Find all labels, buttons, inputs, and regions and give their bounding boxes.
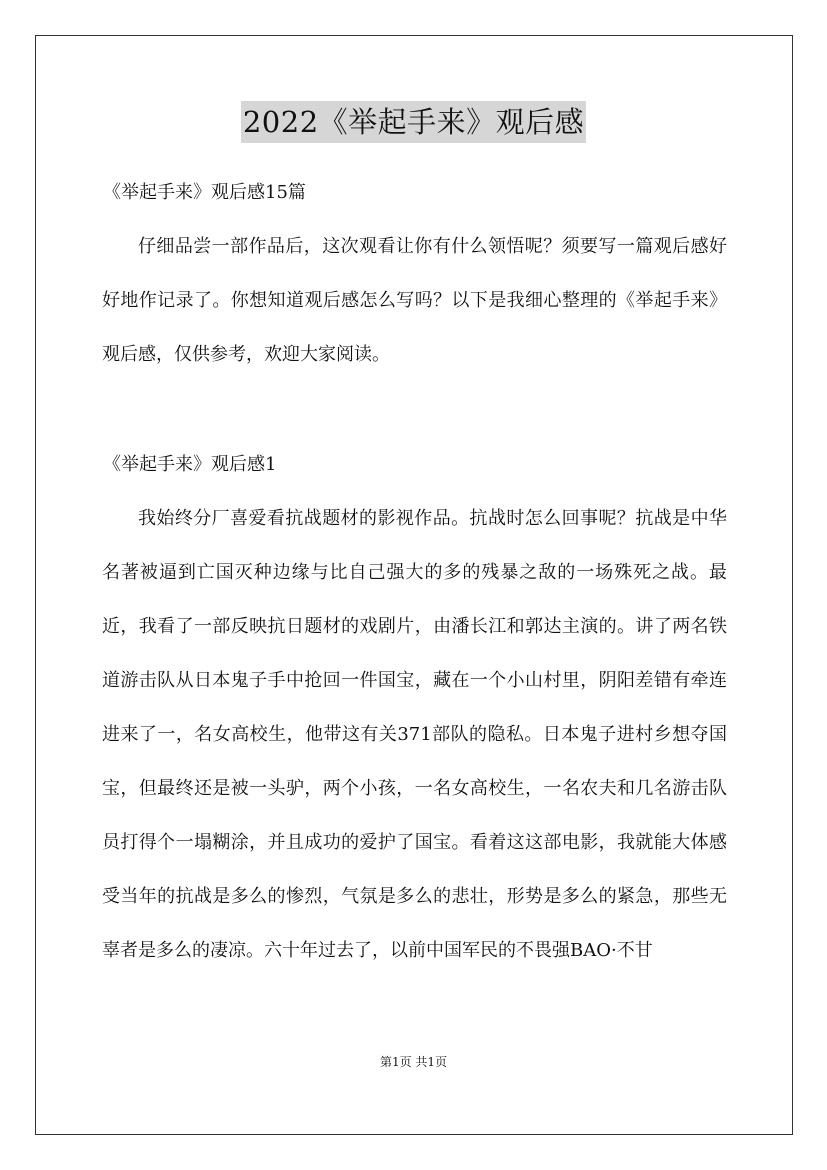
page-footer: 第1页 共1页 bbox=[379, 1055, 448, 1069]
intro-paragraph: 仔细品尝一部作品后，这次观看让你有什么领悟呢？须要写一篇观后感好好地作记录了。你想知道观后感怎么写吗？以下是我细心整理的《举起手来》观后感，仅供参考，欢迎大家阅读。 bbox=[102, 236, 727, 365]
title-container bbox=[0, 101, 827, 143]
body-paragraph: 我始终分厂喜爱看抗战题材的影视作品。抗战时怎么回事呢？抗战是中华名著被逼到亡国灭种边缘与比自己强大的多的残暴之敌的一场殊死之战。最近，我看了一部反映抗日题材的戏剧片，由潘长江和郭达主演的。讲了两名铁道游击队从日本鬼子手中抢回一件国宝，藏在一个小山村里，阴阳差错有牵连进来了一，名女高校生，他带这有关371部队的隐私。日本鬼子进村乡想夺国宝，但最终还是被一头驴，两个小孩，一名女高校生，一名农夫和几名游击队员打得个一塌糊涂，并且成功的爱护了国宝。看着这这部电影，我就能大体感受当年的抗战是多么的惨烈，气氛是多么的悲壮，形势是多么的紧急，那些无辜者是多么的凄凉。六十年过去了，以前中国军民的不畏强BAO·不甘 bbox=[102, 508, 727, 961]
document-title: 2022《举起手来》观后感 bbox=[241, 101, 586, 143]
article-heading: 《举起手来》观后感1 bbox=[103, 454, 277, 475]
section-heading: 《举起手来》观后感15篇 bbox=[103, 182, 306, 203]
